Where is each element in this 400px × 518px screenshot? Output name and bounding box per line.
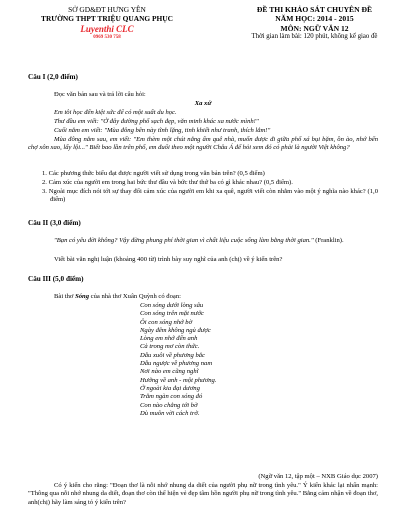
passage-line: Mùa đông năm sau, em viết: "Em thèm một chút nắng ấm quê nhà, muốn được đi giữa phố xá bụi bặm, ồn ào, nhớ bến chợ xôn xao, lấy lội..." Biết bao lần trên phố, em đuổi theo một người Châu Á để hỏi xem đó có phải là người Việt không? (28, 136, 378, 152)
poem-line: Nơi nào em cũng nghĩ (140, 368, 199, 376)
poem-line: Ôi con sóng nhớ bờ (140, 318, 193, 326)
department-name: SỞ GD&ĐT HƯNG YÊN (68, 5, 146, 14)
poem-line: Con sóng dưới lòng sâu (140, 302, 204, 309)
brand-logo-text: Luyenthi CLC (80, 23, 134, 34)
question-item: 1. Các phương thức biểu đạt được người viết sử dụng trong văn bản trên? (0,5 điểm) (42, 170, 265, 177)
time-note: Thời gian làm bài: 120 phút, không kể giao đề (251, 33, 378, 41)
poem-line: Ở ngoài kia đại dương (140, 384, 200, 392)
poem-line: Con nào chẳng tới bờ (140, 401, 198, 409)
passage-line: Em tôi học đến kiệt sức để có một suất du học. (54, 109, 177, 116)
q2-heading: Câu II (3,0 điểm) (28, 219, 81, 227)
poem-line: Con sóng trên mặt nước (140, 310, 204, 318)
q2-quote-block (28, 237, 378, 245)
q3-intro (28, 293, 378, 301)
poem-line: Cả trong mơ còn thức. (140, 343, 200, 351)
question-item: 3. Ngoài mục đích nói tới sự thay đổi cảm xúc của người em khi xa quê, người viết còn nhằm vào một ý nghĩa nào khác? (1,0 điểm) (42, 188, 378, 204)
q3-task: Có ý kiến cho rằng: "Đoạn thơ là nỗi nhớ nhung da diết của người phụ nữ trong tình yêu." Ý kiến khác lại nhấn mạnh: "Thông qua nỗi nhớ nhung da diết, đoạn thơ còn thể hiện vẻ đẹp tâm hồn người phụ nữ trong tình yêu." Bằng cảm nhận về đoạn thơ, anh(chị) hãy làm sáng tỏ ý kiến trên? (28, 482, 378, 506)
subject: MÔN: NGỮ VĂN 12 (280, 23, 349, 33)
school-year: NĂM HỌC: 2014 - 2015 (275, 14, 354, 24)
poem-name: Sóng (75, 293, 90, 300)
passage-title: Xa xứ (194, 100, 212, 107)
question-item: 2. Cảm xúc của người em trong hai bức thư đầu và bức thư thứ ba có gì khác nhau? (0,5 điểm). (42, 179, 293, 186)
q3-intro-after: của nhà thơ Xuân Quỳnh có đoạn: (89, 293, 181, 300)
exam-header (232, 5, 397, 42)
q1-instruction: Đọc văn bản sau và trả lời câu hỏi: (54, 91, 146, 98)
poem-line: Dù muôn vời cách trở. (140, 409, 200, 417)
poem-line: Lòng em nhớ đến anh (140, 335, 198, 343)
q3-intro-before: Bài thơ (54, 293, 76, 300)
poem-line: Dẫu xuôi về phương bắc (140, 351, 205, 359)
q2-quote-author: (Franklin). (313, 237, 344, 244)
q3-heading: Câu III (5,0 điểm) (28, 275, 84, 283)
poem-line: Dẫu ngược về phương nam (140, 360, 213, 368)
q1-heading: Câu I (2,0 điểm) (28, 73, 78, 81)
poem-line: Hướng về anh - một phương. (140, 376, 217, 384)
school-name: TRƯỜNG THPT TRIỆU QUANG PHỤC (41, 14, 173, 24)
passage-line: Cuối năm em viết: "Mùa đông bên này tĩnh lặng, tinh khiết như tranh, thích lắm!" (54, 127, 271, 134)
exam-title: ĐỀ THI KHẢO SÁT CHUYÊN ĐỀ (256, 5, 373, 14)
poem-line: Trăm ngàn con sóng đó (140, 393, 203, 401)
poem-excerpt (140, 302, 217, 418)
q2-task: Viết bài văn nghị luận (khoảng 400 từ) trình bày suy nghĩ của anh (chị) về ý kiến trên? (54, 256, 283, 263)
poem-source: (Ngữ văn 12, tập một – NXB Giáo dục 2007) (258, 473, 378, 480)
passage-line: Thư đầu em viết: "Ở đây đường phố sạch đẹp, văn minh khác xa nước mình!" (54, 118, 259, 125)
school-header (22, 5, 192, 40)
poem-line: Ngày đêm không ngủ được (140, 326, 211, 334)
brand-phone: 0969 530 758 (93, 34, 121, 40)
q2-quote: "Bạn có yêu đời không? Vậy đừng phung phí thời gian vì chất liệu cuộc sống làm bằng thời gian." (54, 237, 314, 244)
